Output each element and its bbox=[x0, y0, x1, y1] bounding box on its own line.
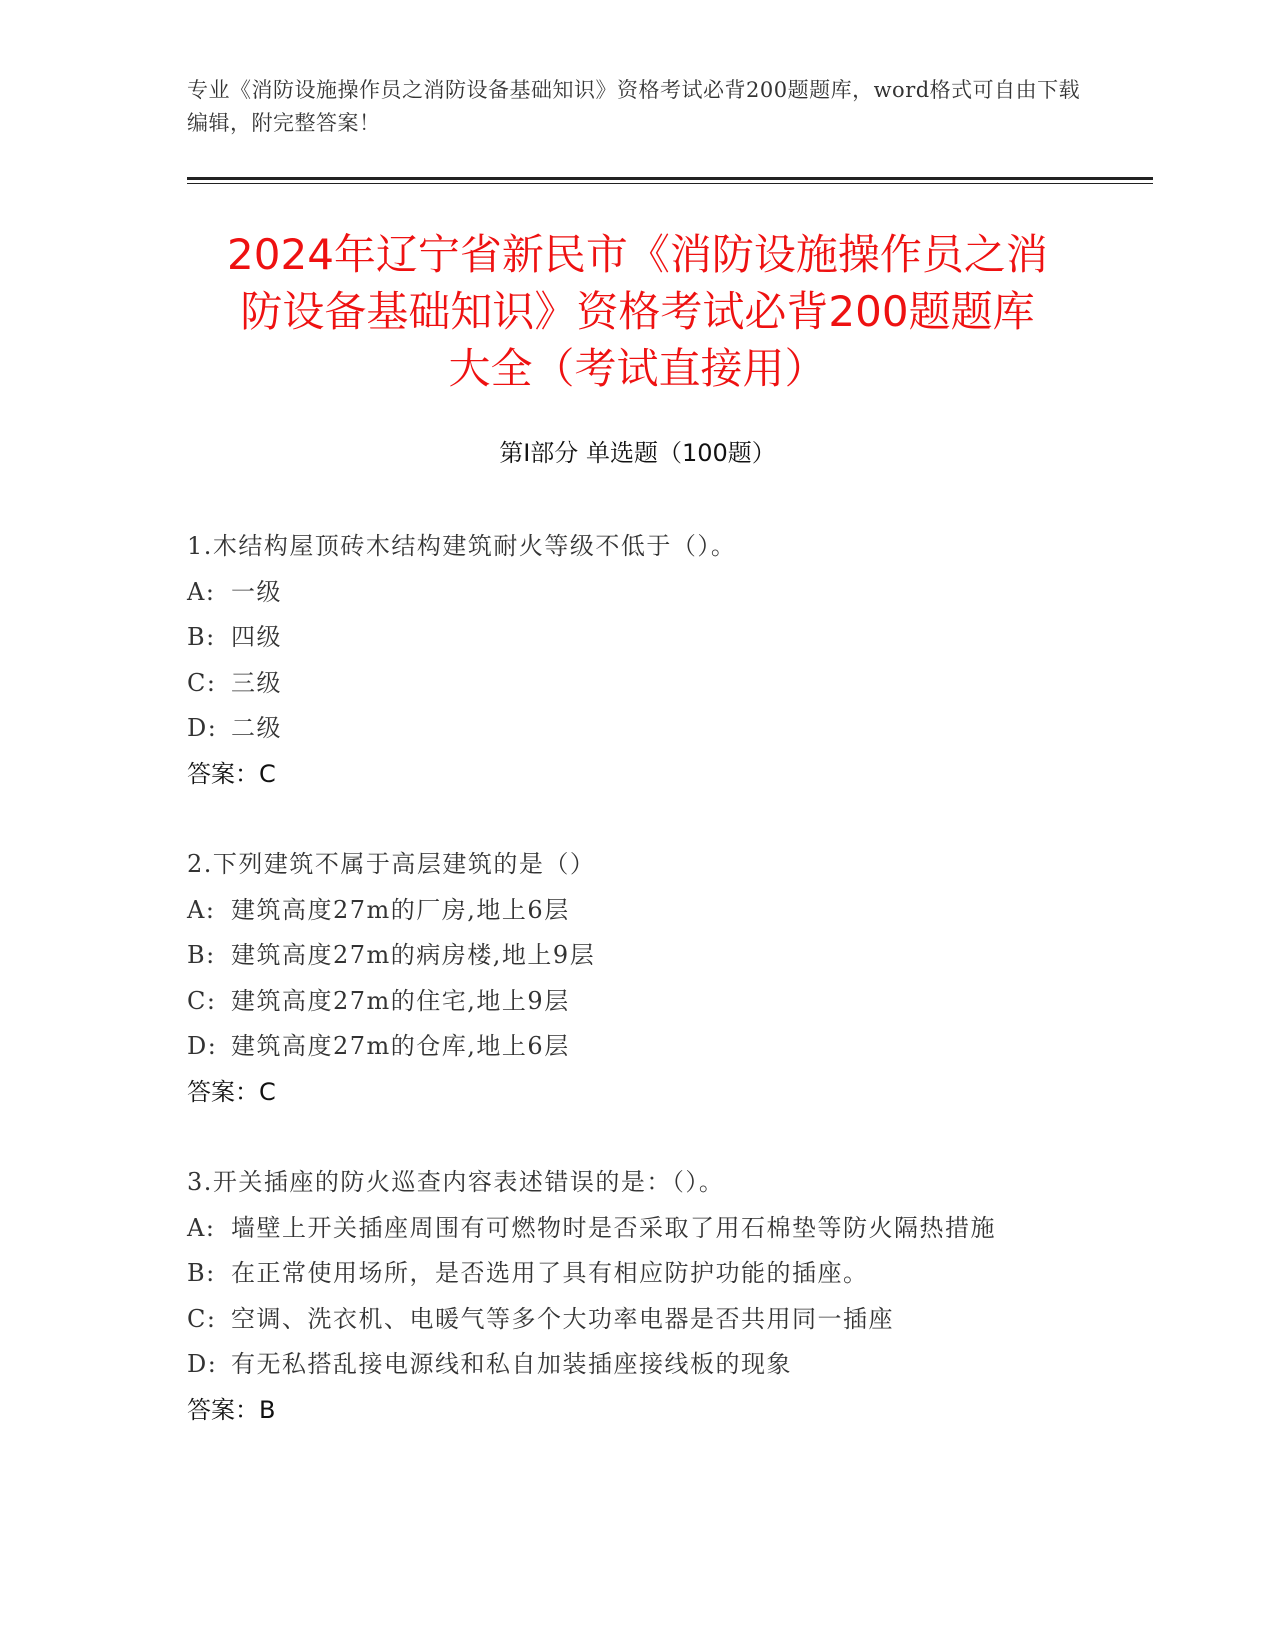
answer-label: 答案： bbox=[187, 759, 259, 788]
answer-line bbox=[187, 1388, 1087, 1434]
option-a bbox=[187, 888, 1087, 934]
option-b bbox=[187, 1251, 1087, 1297]
option-text: 建筑高度27m的厂房,地上6层 bbox=[231, 895, 570, 924]
question-block bbox=[187, 1160, 1087, 1433]
option-text: 在正常使用场所，是否选用了具有相应防护功能的插座。 bbox=[231, 1259, 869, 1287]
option-key: A: bbox=[187, 1213, 216, 1242]
option-key: A: bbox=[187, 577, 216, 606]
option-text: 建筑高度27m的病房楼,地上9层 bbox=[231, 941, 596, 969]
option-d bbox=[187, 1342, 1087, 1388]
option-text: 建筑高度27m的住宅,地上9层 bbox=[231, 986, 570, 1015]
title-line: 2024年辽宁省新民市《消防设施操作员之消 bbox=[227, 230, 1048, 279]
option-key: B: bbox=[187, 941, 216, 969]
option-key: B: bbox=[187, 623, 216, 651]
option-text: 空调、洗衣机、电暖气等多个大功率电器是否共用同一插座 bbox=[231, 1304, 894, 1333]
document-title bbox=[170, 226, 1105, 397]
question-stem: 2.下列建筑不属于高层建筑的是（） bbox=[187, 850, 596, 878]
answer-label: 答案： bbox=[187, 1077, 259, 1106]
option-d bbox=[187, 706, 1087, 752]
header-divider-thick bbox=[187, 177, 1153, 180]
title-line: 防设备基础知识》资格考试必背200题题库 bbox=[240, 287, 1035, 336]
option-a bbox=[187, 570, 1087, 616]
answer-value: B bbox=[259, 1395, 276, 1424]
option-key: D: bbox=[187, 1032, 218, 1060]
question-stem: 1.木结构屋顶砖木结构建筑耐火等级不低于（）。 bbox=[187, 532, 737, 560]
option-text: 建筑高度27m的仓库,地上6层 bbox=[231, 1032, 570, 1060]
option-a bbox=[187, 1206, 1087, 1252]
option-b bbox=[187, 933, 1087, 979]
option-text: 一级 bbox=[231, 577, 282, 606]
option-key: A: bbox=[187, 895, 216, 924]
option-c bbox=[187, 979, 1087, 1025]
title-line: 大全（考试直接用） bbox=[448, 344, 827, 393]
answer-value: C bbox=[259, 1077, 276, 1106]
answer-line bbox=[187, 1070, 1087, 1116]
option-key: D: bbox=[187, 714, 218, 742]
answer-label: 答案： bbox=[187, 1395, 259, 1424]
answer-line bbox=[187, 752, 1087, 798]
option-key: D: bbox=[187, 1350, 218, 1378]
option-text: 四级 bbox=[231, 623, 282, 651]
option-c bbox=[187, 1297, 1087, 1343]
question-block bbox=[187, 524, 1087, 797]
option-c bbox=[187, 661, 1087, 707]
section-title: 第I部分 单选题（100题） bbox=[499, 439, 776, 467]
option-text: 有无私搭乱接电源线和私自加装插座接线板的现象 bbox=[231, 1350, 792, 1378]
option-key: B: bbox=[187, 1259, 216, 1287]
header-note: 专业《消防设施操作员之消防设备基础知识》资格考试必背200题题库，word格式可自由下载编辑，附完整答案！ bbox=[187, 78, 1081, 135]
answer-value: C bbox=[259, 759, 276, 788]
option-key: C: bbox=[187, 668, 217, 697]
option-text: 三级 bbox=[231, 668, 282, 697]
option-key: C: bbox=[187, 1304, 217, 1333]
option-d bbox=[187, 1024, 1087, 1070]
header-divider-thin bbox=[187, 183, 1153, 184]
option-text: 墙壁上开关插座周围有可燃物时是否采取了用石棉垫等防火隔热措施 bbox=[231, 1213, 996, 1242]
option-b bbox=[187, 615, 1087, 661]
option-key: C: bbox=[187, 986, 217, 1015]
question-block bbox=[187, 842, 1087, 1115]
option-text: 二级 bbox=[231, 714, 282, 742]
question-stem: 3.开关插座的防火巡查内容表述错误的是：（）。 bbox=[187, 1168, 725, 1196]
